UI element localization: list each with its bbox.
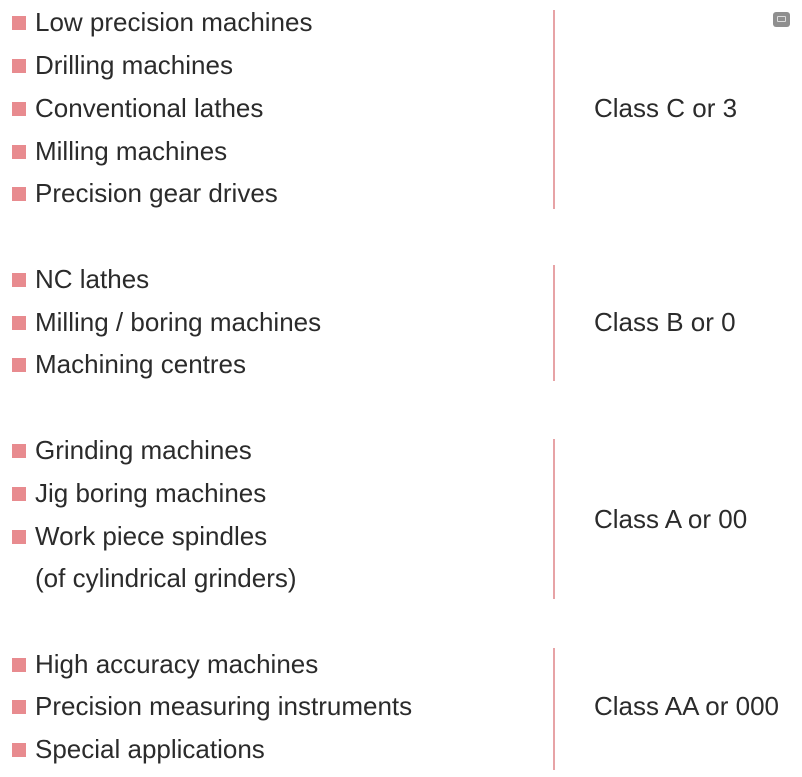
bullet-square-icon [12,658,26,672]
class-label: Class A or 00 [594,504,748,534]
item-text: Drilling machines [35,50,233,80]
bullet-square-icon [12,102,26,116]
vertical-divider [553,10,555,209]
bullet-square-icon [12,444,26,458]
bullet-square-icon [12,273,26,287]
bullet-square-icon [12,743,26,757]
item-text: Work piece spindles [35,521,268,551]
item-text: NC lathes [35,264,150,294]
item-text: (of cylindrical grinders) [35,563,297,593]
vertical-divider [553,265,555,381]
vertical-divider [553,648,555,770]
item-text: Machining centres [35,349,246,379]
precision-group-class-a [0,429,802,604]
item-text: Milling machines [35,136,228,166]
bullet-square-icon [12,145,26,159]
precision-group-class-aa [0,643,802,777]
item-text: Jig boring machines [35,478,267,508]
bullet-square-icon [12,530,26,544]
bullet-square-icon [12,700,26,714]
bullet-square-icon [12,358,26,372]
bullet-square-icon [12,487,26,501]
bullet-square-icon [12,187,26,201]
class-label: Class AA or 000 [594,691,779,721]
class-label: Class C or 3 [594,93,738,123]
bullet-square-icon [12,16,26,30]
precision-group-class-c [0,0,802,215]
vertical-divider [553,439,555,599]
precision-group-class-b [0,258,802,388]
item-text: Special applications [35,734,265,764]
item-text: Low precision machines [35,7,313,37]
bullet-square-icon [12,316,26,330]
item-text: Precision measuring instruments [35,691,413,721]
class-label: Class B or 0 [594,307,736,337]
item-text: Milling / boring machines [35,307,322,337]
item-text: Conventional lathes [35,93,264,123]
item-text: High accuracy machines [35,649,319,679]
item-text: Precision gear drives [35,178,278,208]
bullet-square-icon [12,59,26,73]
item-text: Grinding machines [35,435,252,465]
